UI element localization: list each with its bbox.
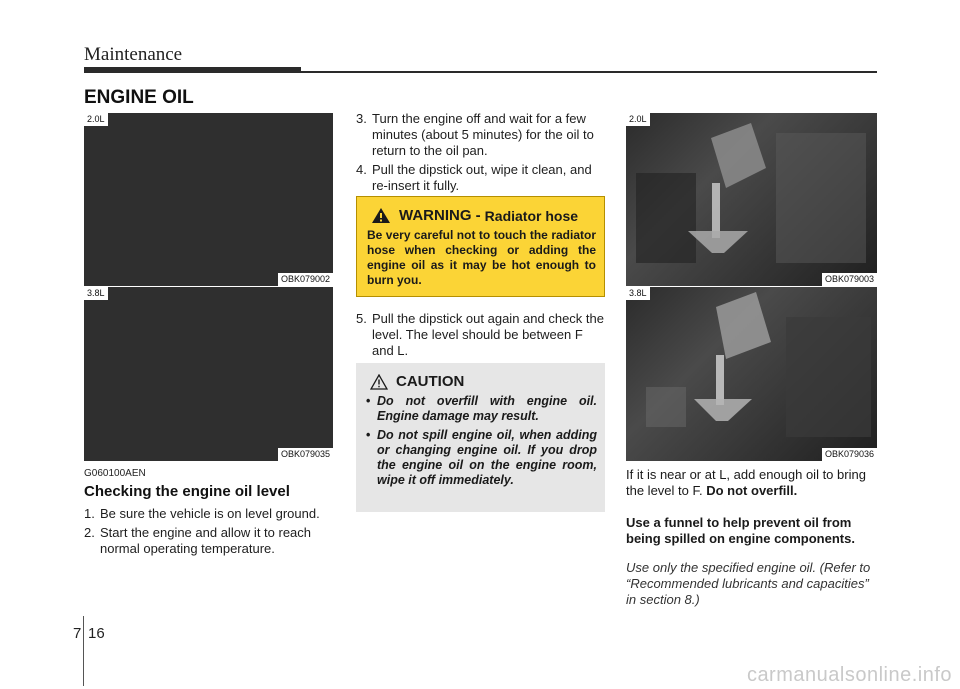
photo-code-label: OBK079003 <box>822 273 877 286</box>
step-text: Turn the engine off and wait for a few minutes (about 5 minutes) for the oil to return to the oil pan. <box>372 111 594 158</box>
step-text: Start the engine and allow it to reach normal operating temperature. <box>100 525 312 556</box>
photo-code-label: OBK079002 <box>278 273 333 286</box>
steps-middle-top <box>356 111 606 194</box>
oil-fill-photo-3.8l <box>626 287 877 461</box>
specified-oil-note: Use only the specified engine oil. (Refer to “Recommended lubricants and capacities” in section 8.) <box>626 560 871 607</box>
step-text: Be sure the vehicle is on level ground. <box>100 506 320 521</box>
watermark: carmanualsonline.info <box>746 664 952 686</box>
warning-triangle-icon <box>371 207 391 224</box>
step-item <box>356 311 606 359</box>
step-number: 4. <box>356 162 367 177</box>
bullet-icon: • <box>366 394 371 408</box>
header-rule-thin <box>301 71 877 73</box>
caution-label: CAUTION <box>396 373 465 390</box>
funnel-illustration <box>626 287 877 461</box>
header-section-title: Maintenance <box>84 44 183 65</box>
step-number: 5. <box>356 311 367 326</box>
page-number: 16 <box>88 625 105 642</box>
photo-engine-label: 2.0L <box>84 113 108 126</box>
oil-fill-photo-2.0l <box>626 113 877 286</box>
photo-engine-label: 3.8L <box>84 287 108 300</box>
funnel-instruction: Use a funnel to help prevent oil from being spilled on engine components. <box>626 515 855 546</box>
header-rule-thick <box>84 67 301 73</box>
step-text: Pull the dipstick out, wipe it clean, and re-insert it fully. <box>372 162 592 193</box>
step-item <box>84 525 334 557</box>
step-number: 2. <box>84 525 95 540</box>
steps-left <box>84 506 334 557</box>
warning-label: WARNING - <box>399 207 481 224</box>
caution-item-text: Do not spill engine oil, when adding or changing engine oil. If you drop the engine oil on the engine room, wipe it off immediately. <box>377 428 597 487</box>
caution-list <box>364 394 597 488</box>
step-item <box>84 506 334 522</box>
step-item <box>356 162 606 194</box>
steps-middle-bottom <box>356 311 606 359</box>
caution-item <box>364 428 597 488</box>
photo-code-label: OBK079036 <box>822 448 877 461</box>
step-item <box>356 111 606 159</box>
caution-box <box>356 363 605 512</box>
photo-engine-label: 3.8L <box>626 287 650 300</box>
warning-box <box>356 196 605 297</box>
step-text: Pull the dipstick out again and check the level. The level should be between F and L. <box>372 311 604 358</box>
bullet-icon: • <box>366 428 371 442</box>
warning-header <box>371 207 596 224</box>
photo-code-label: OBK079035 <box>278 448 333 461</box>
caution-item-text: Do not overfill with engine oil. Engine damage may result. <box>377 394 597 423</box>
page-number-divider <box>83 616 84 686</box>
engine-photo-3.8l <box>84 287 333 461</box>
funnel-illustration <box>626 113 877 286</box>
step-number: 3. <box>356 111 367 126</box>
page-title: ENGINE OIL <box>84 87 194 108</box>
add-oil-text: If it is near or at L, add enough oil to bring the level to F. <box>626 467 866 498</box>
step-number: 1. <box>84 506 95 521</box>
caution-item <box>364 394 597 424</box>
photo-engine-label: 2.0L <box>626 113 650 126</box>
chapter-number: 7 <box>73 625 82 642</box>
warning-topic: Radiator hose <box>484 207 579 224</box>
caution-header <box>370 373 597 390</box>
engine-photo-2.0l <box>84 113 333 286</box>
do-not-overfill-text: Do not overfill. <box>706 483 798 498</box>
oil-level-instructions <box>626 467 878 499</box>
subheading: Checking the engine oil level <box>84 483 290 500</box>
caution-triangle-icon <box>370 374 388 390</box>
document-code: G060100AEN <box>84 468 146 479</box>
warning-text: Be very careful not to touch the radiator hose when checking or adding the engine oil as it may be hot enough to burn you. <box>367 228 596 287</box>
